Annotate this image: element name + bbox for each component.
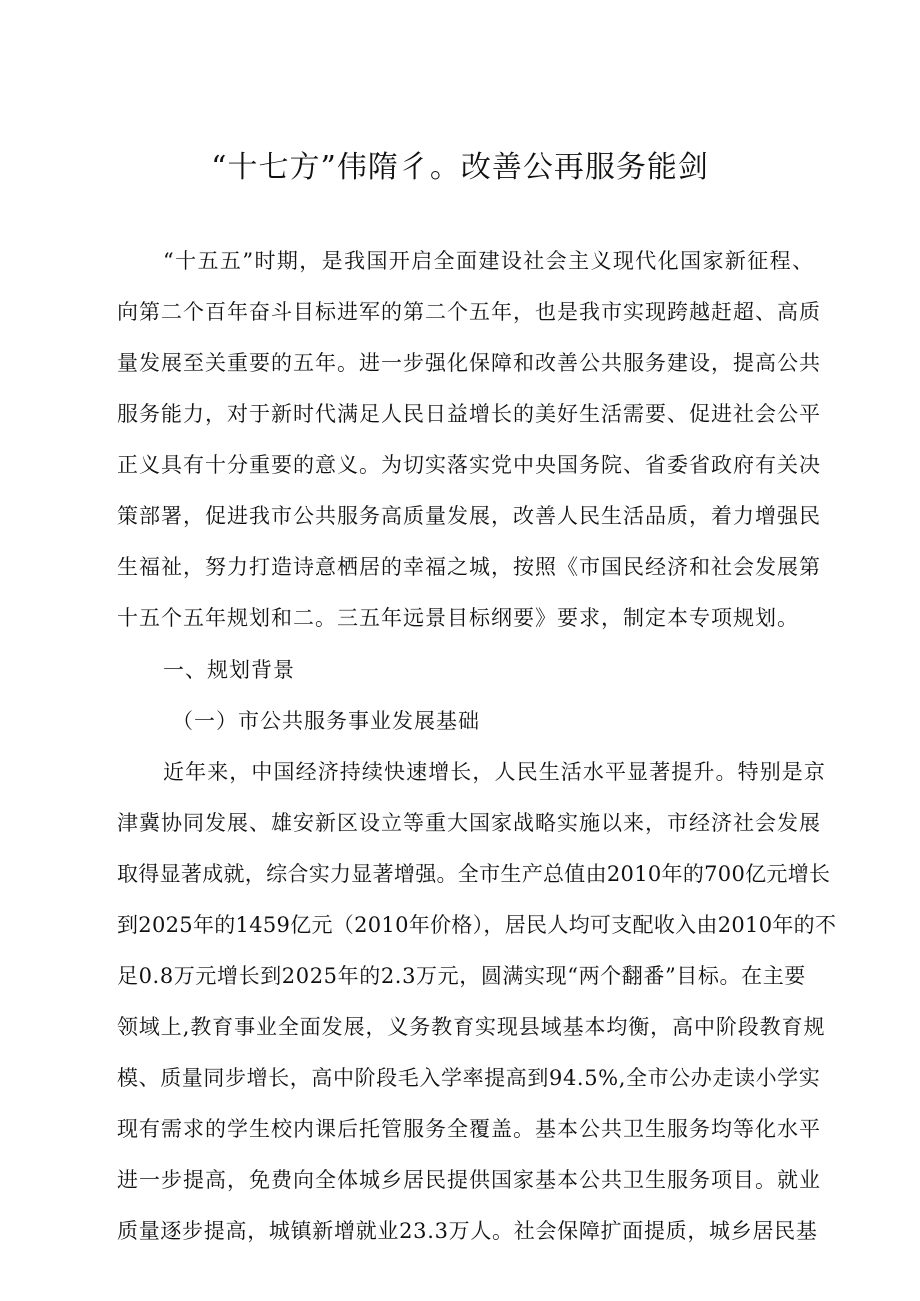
heading-text: （一）市公共服务事业发展基础 (172, 709, 480, 733)
line-text: 十五个五年规划和二。三五年远景目标纲要》要求，制定本专项规划。 (117, 606, 799, 630)
line-text: 足0.8万元增长到2025年的2.3万元，圆满实现“两个翻番”目标。在主要 (117, 964, 806, 988)
line-text: 质量逐步提高，城镇新增就业23.3万人。社会保障扩面提质，城乡居民基 (117, 1219, 818, 1243)
line-text: 现有需求的学生校内课后托管服务全覆盖。基本公共卫生服务均等化水平 (117, 1117, 821, 1141)
line-text: 取得显著成就，综合实力显著增强。全市生产总值由2010年的700亿元增长 (117, 862, 831, 886)
line-text: 津冀协同发展、雄安新区设立等重大国家战略实施以来，市经济社会发展 (117, 811, 821, 835)
document-title: “十七方”伟隋彳。改善公再服务能剑 (211, 150, 709, 185)
line-text: 领域上,教育事业全面发展，义务教育实现县域基本均衡，高中阶段教育规 (117, 1015, 826, 1039)
line-text: 生福祉，努力打造诗意栖居的幸福之城，按照《市国民经济和社会发展第 (117, 555, 821, 579)
line-text: 模、质量同步增长，高中阶段毛入学率提高到94.5%,全市公办走读小学实 (117, 1066, 821, 1090)
line-text: “十五五”时期，是我国开启全面建设社会主义现代化国家新征程、 (163, 249, 815, 273)
line-text: 服务能力，对于新时代满足人民日益增长的美好生活需要、促进社会公平 (117, 402, 821, 426)
line-text: 近年来，中国经济持续快速增长，人民生活水平显著提升。特别是京 (163, 760, 826, 784)
line-text: 正义具有十分重要的意义。为切实落实党中央国务院、省委省政府有关决 (117, 453, 821, 477)
line-text: 策部署，促进我市公共服务高质量发展，改善人民生活品质，着力增强民 (117, 504, 821, 528)
line-text: 到2025年的1459亿元（2010年价格），居民人均可支配收入由2010年的不 (117, 913, 837, 937)
heading-text: 一、规划背景 (163, 658, 295, 682)
line-text: 向第二个百年奋斗目标进军的第二个五年，也是我市实现跨越赶超、高质 (117, 300, 821, 324)
line-text: 量发展至关重要的五年。进一步强化保障和改善公共服务建设，提高公共 (117, 351, 821, 375)
line-text: 进一步提高，免费向全体城乡居民提供国家基本公共卫生服务项目。就业 (117, 1168, 821, 1192)
